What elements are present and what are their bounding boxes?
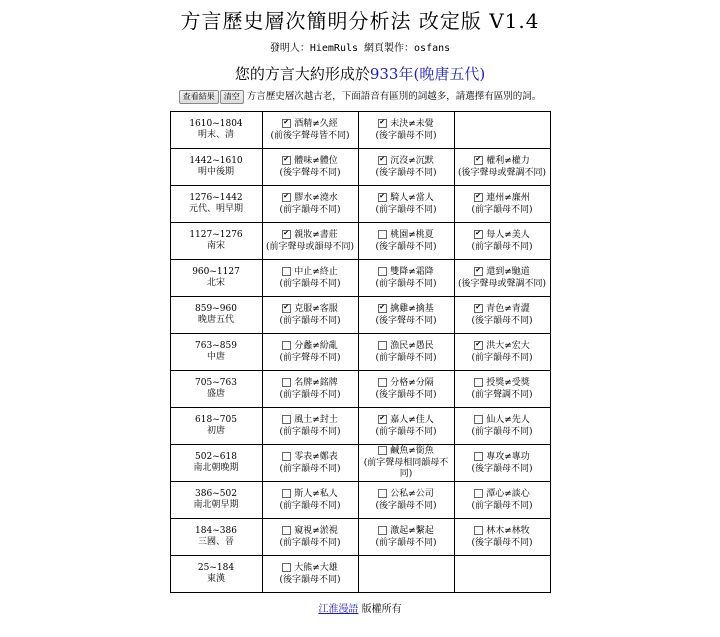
word-pair-note: (前字韻母不同) [375,352,437,363]
word-pair-line [263,193,358,205]
word-pair-note: (後字韻母不同) [375,167,437,178]
word-pair-note: (後字韻母不同) [279,574,341,585]
word-pair-checkbox[interactable] [282,526,291,535]
word-pair-note: (前字韻母不同) [279,278,341,289]
period-era: 中唐 [206,352,225,362]
period-cell [170,260,262,297]
word-pair-checkbox[interactable] [282,193,291,202]
word-pair-label[interactable]: 窺視≠淤視 [294,525,338,536]
period-range: 1127~1276 [189,230,243,240]
word-pair-note: (後字聲母或聲調不同) [457,167,547,178]
word-pair-note: (前字韻母不同) [471,352,533,363]
word-pair-label[interactable]: 中止≠終止 [294,266,338,277]
word-pair-cell [262,482,358,519]
word-pair-label[interactable]: 專攻≠專功 [486,451,530,462]
word-pair-cell [262,223,358,260]
word-pair-line [455,156,550,168]
word-pair-cell [454,482,550,519]
word-pair-label[interactable]: 青色≠青澀 [486,303,530,314]
word-pair-label[interactable]: 每人≠美人 [486,229,530,240]
word-pair-note: (後字韻母不同) [375,130,437,141]
word-pair-line [455,378,550,390]
word-pair-line [263,267,358,279]
period-era: 南北朝晚期 [193,463,239,473]
word-pair-cell [454,186,550,223]
word-pair-note: (前字韻母不同) [279,537,341,548]
footer-link[interactable]: 江淮漫語 [318,604,359,615]
period-range: 1610~1804 [189,119,243,129]
table-row [170,223,550,260]
word-pair-line [263,415,358,427]
word-pair-cell [358,297,454,334]
period-range: 25~184 [197,563,235,573]
word-pair-note: (前字聲母或韻母不同) [265,241,355,252]
word-pair-line [359,489,454,501]
page [0,8,720,617]
word-pair-checkbox[interactable] [378,526,387,535]
period-range: 763~859 [195,341,237,351]
word-pair-note: (前字韻母不同) [279,463,341,474]
word-pair-line [263,341,358,353]
word-pair-table [170,111,551,593]
period-range: 502~618 [195,452,237,462]
word-pair-note: (前字聲母不同) [279,352,341,363]
word-pair-checkbox[interactable] [474,230,483,239]
period-cell [170,519,262,556]
period-era: 晚唐五代 [197,315,234,325]
word-pair-cell [262,186,358,223]
word-pair-label[interactable]: 體味≠體位 [294,155,338,166]
word-pair-note: (前字韻母不同) [279,500,341,511]
word-pair-note: (前字韻母不同) [279,426,341,437]
word-pair-cell [262,260,358,297]
table-row [170,112,550,149]
word-pair-note: (前字韻母不同) [279,389,341,400]
period-range: 859~960 [195,304,237,314]
word-pair-label[interactable]: 騎人≠當人 [390,192,434,203]
word-pair-checkbox[interactable] [378,193,387,202]
word-pair-label[interactable]: 未決≠未覺 [390,118,434,129]
word-pair-checkbox[interactable] [282,341,291,350]
word-pair-label[interactable]: 嘉人≠佳人 [390,414,434,425]
word-pair-cell [454,223,550,260]
word-pair-note: (前字聲母相同韻母不同) [363,458,449,479]
period-range: 184~386 [195,526,237,536]
word-pair-label[interactable]: 林木≠林牧 [486,525,530,536]
table-row [170,297,550,334]
word-pair-note: (後字聲母或聲調不同) [457,278,547,289]
period-cell [170,408,262,445]
word-pair-checkbox[interactable] [282,119,291,128]
word-pair-line [359,267,454,279]
word-pair-line [359,193,454,205]
page-title: 方言歷史層次簡明分析法 改定版 V1.4 [180,9,540,33]
period-range: 960~1127 [192,267,240,277]
controls [0,87,720,107]
period-era: 明末、清 [197,130,234,140]
word-pair-cell [454,149,550,186]
period-era: 三國、晉 [197,537,234,547]
period-range: 1276~1442 [189,193,243,203]
empty-cell [454,112,550,149]
word-pair-label[interactable]: 還到≠馳道 [486,266,530,277]
period-cell [170,371,262,408]
word-pair-checkbox[interactable] [378,378,387,387]
word-pair-label[interactable]: 公私≠公司 [390,488,434,499]
word-pair-note: (前後字聲母皆不同) [270,130,350,141]
word-pair-checkbox[interactable] [282,489,291,498]
word-pair-cell [454,297,550,334]
word-pair-line [263,378,358,390]
word-pair-note: (前字韻母不同) [279,204,341,215]
word-pair-note: (前字韻母不同) [375,426,437,437]
word-pair-line [455,341,550,353]
word-pair-label[interactable]: 分格≠分隔 [390,377,434,388]
word-pair-cell [358,334,454,371]
word-pair-checkbox[interactable] [474,452,483,461]
word-pair-note: (前字韻母不同) [279,315,341,326]
word-pair-line [359,415,454,427]
word-pair-label[interactable]: 沉沒≠沉默 [390,155,434,166]
word-pair-label[interactable]: 潭心≠談心 [486,488,530,499]
word-pair-label[interactable]: 膠水≠澆水 [294,192,338,203]
word-pair-line [359,304,454,316]
word-pair-checkbox[interactable] [474,415,483,424]
period-cell [170,149,262,186]
word-pair-line [455,193,550,205]
result-year: 933年 [369,65,414,83]
word-pair-checkbox[interactable] [378,415,387,424]
word-pair-line [359,446,454,458]
period-cell [170,186,262,223]
word-pair-checkbox[interactable] [282,563,291,572]
period-cell [170,297,262,334]
footer-text: 版權所有 [358,604,402,615]
word-pair-label[interactable]: 漁民≠愚民 [390,340,434,351]
word-pair-cell [454,408,550,445]
word-pair-cell [358,408,454,445]
word-pair-cell [262,445,358,482]
byline: 發明人：HiemRuls 網頁製作：osfans [269,43,451,54]
view-result-button[interactable]: 查看結果 [179,90,219,104]
table-row [170,408,550,445]
period-cell [170,223,262,260]
word-pair-note: (後字韻母不同) [471,315,533,326]
word-pair-checkbox[interactable] [474,193,483,202]
table-row [170,149,550,186]
word-pair-line [263,304,358,316]
word-pair-checkbox[interactable] [378,446,387,455]
word-pair-label[interactable]: 大熊≠大雄 [294,562,338,573]
word-pair-cell [262,408,358,445]
word-pair-label[interactable]: 酒精≠久經 [294,118,338,129]
word-pair-cell [358,149,454,186]
word-pair-label[interactable]: 激起≠繫起 [390,525,434,536]
word-pair-note: (後字韻母不同) [375,500,437,511]
word-pair-cell [454,445,550,482]
instruction-text: 方言歷史層次越古老，下面語音有區別的詞越多，請選擇有區別的詞。 [246,91,542,102]
word-pair-checkbox[interactable] [474,526,483,535]
word-pair-checkbox[interactable] [474,267,483,276]
word-pair-cell [262,149,358,186]
result-prefix: 您的方言大約形成於 [234,65,370,83]
word-pair-cell [262,519,358,556]
word-pair-cell [454,260,550,297]
word-pair-cell [262,112,358,149]
word-pair-line [359,378,454,390]
word-pair-line [359,526,454,538]
word-pair-line [359,156,454,168]
word-pair-line [263,489,358,501]
word-pair-checkbox[interactable] [282,230,291,239]
word-pair-cell [454,334,550,371]
word-pair-label[interactable]: 零表≠鄭表 [294,451,338,462]
period-cell [170,112,262,149]
word-pair-note: (後字韻母不同) [375,389,437,400]
word-pair-checkbox[interactable] [474,156,483,165]
word-pair-line [455,452,550,464]
word-pair-checkbox[interactable] [378,230,387,239]
word-pair-line [263,526,358,538]
period-range: 618~705 [195,415,237,425]
table-row [170,186,550,223]
word-pair-label[interactable]: 分蠡≠紛亂 [294,340,338,351]
empty-cell [454,556,550,593]
result-line [0,63,720,85]
word-pair-note: (前字韻母不同) [375,537,437,548]
word-pair-checkbox[interactable] [282,452,291,461]
empty-cell [358,556,454,593]
word-pair-checkbox[interactable] [474,341,483,350]
word-pair-label[interactable]: 名牌≠銘牌 [294,377,338,388]
word-pair-label[interactable]: 連州≠廉州 [486,192,530,203]
table-row [170,482,550,519]
period-cell [170,334,262,371]
table-row [170,334,550,371]
word-pair-label[interactable]: 仙人≠先人 [486,414,530,425]
period-era: 南北朝早期 [193,500,239,510]
word-pair-note: (後字聲母不同) [375,315,437,326]
word-pair-cell [358,445,454,482]
word-pair-checkbox[interactable] [378,341,387,350]
word-pair-label[interactable]: 克服≠客服 [294,303,338,314]
word-pair-note: (前字韻母不同) [471,500,533,511]
word-pair-cell [358,371,454,408]
word-pair-note: (前字韻母不同) [471,241,533,252]
word-pair-label[interactable]: 權利≠權力 [486,155,530,166]
word-pair-label[interactable]: 擒雞≠擒基 [390,303,434,314]
word-pair-cell [358,260,454,297]
word-pair-checkbox[interactable] [378,267,387,276]
word-pair-cell [262,297,358,334]
word-pair-cell [358,223,454,260]
word-pair-label[interactable]: 洪大≠宏大 [486,340,530,351]
word-pair-label[interactable]: 斯人≠私人 [294,488,338,499]
word-pair-note: (後字韻母不同) [471,463,533,474]
word-pair-checkbox[interactable] [282,156,291,165]
period-era: 初唐 [206,426,225,436]
word-pair-line [455,415,550,427]
period-era: 東漢 [206,574,225,584]
table-row [170,371,550,408]
word-pair-line [455,304,550,316]
word-pair-cell [454,519,550,556]
word-pair-line [263,563,358,575]
period-era: 元代、明早期 [188,204,243,214]
word-pair-label[interactable]: 桃園≠桃夏 [390,229,434,240]
period-era: 南宋 [206,241,225,251]
period-range: 386~502 [195,489,237,499]
word-pair-checkbox[interactable] [474,378,483,387]
word-pair-line [263,156,358,168]
word-pair-cell [262,334,358,371]
period-cell [170,445,262,482]
word-pair-checkbox[interactable] [378,304,387,313]
period-range: 705~763 [195,378,237,388]
word-pair-line [263,452,358,464]
word-pair-label[interactable]: 鹹魚≠銜魚 [390,446,434,456]
period-era: 北宋 [206,278,225,288]
word-pair-note: (後字聲母不同) [279,167,341,178]
table-row [170,445,550,482]
period-era: 明中後期 [197,167,234,177]
word-pair-line [455,267,550,279]
word-pair-note: (後字韻母不同) [471,537,533,548]
word-pair-checkbox[interactable] [282,378,291,387]
word-pair-cell [358,482,454,519]
word-pair-cell [262,556,358,593]
word-pair-line [359,341,454,353]
word-pair-cell [358,519,454,556]
word-pair-line [455,526,550,538]
word-pair-cell [358,112,454,149]
word-pair-line [455,230,550,242]
period-cell [170,482,262,519]
table-row [170,519,550,556]
word-pair-checkbox[interactable] [282,415,291,424]
word-pair-checkbox[interactable] [474,304,483,313]
word-pair-note: (後字韻母不同) [375,241,437,252]
word-pair-cell [262,371,358,408]
table-row [170,260,550,297]
word-pair-checkbox[interactable] [474,489,483,498]
clear-button[interactable]: 清空 [220,90,244,104]
word-pair-cell [454,371,550,408]
word-pair-line [263,119,358,131]
period-era: 盛唐 [206,389,225,399]
word-pair-label[interactable]: 親妝≠書莊 [294,229,338,240]
word-pair-label[interactable]: 雙降≠霜降 [390,266,434,277]
word-pair-checkbox[interactable] [378,156,387,165]
word-pair-checkbox[interactable] [378,489,387,498]
word-pair-note: (前字聲調不同) [471,389,533,400]
period-cell [170,556,262,593]
word-pair-note: (前字韻母不同) [375,204,437,215]
word-pair-line [359,230,454,242]
word-pair-label[interactable]: 風土≠封土 [294,414,338,425]
word-pair-line [359,119,454,131]
word-pair-label[interactable]: 授獎≠受獎 [486,377,530,388]
word-pair-checkbox[interactable] [282,267,291,276]
footer [0,603,720,617]
word-pair-note: (前字韻母不同) [375,278,437,289]
word-pair-cell [358,186,454,223]
word-pair-checkbox[interactable] [378,119,387,128]
word-pair-line [263,230,358,242]
period-range: 1442~1610 [189,156,243,166]
word-pair-note: (前字韻母不同) [471,426,533,437]
table-row [170,556,550,593]
word-pair-note: (前字韻母不同) [471,204,533,215]
word-pair-line [455,489,550,501]
word-pair-checkbox[interactable] [282,304,291,313]
result-era: (晚唐五代) [413,65,486,83]
